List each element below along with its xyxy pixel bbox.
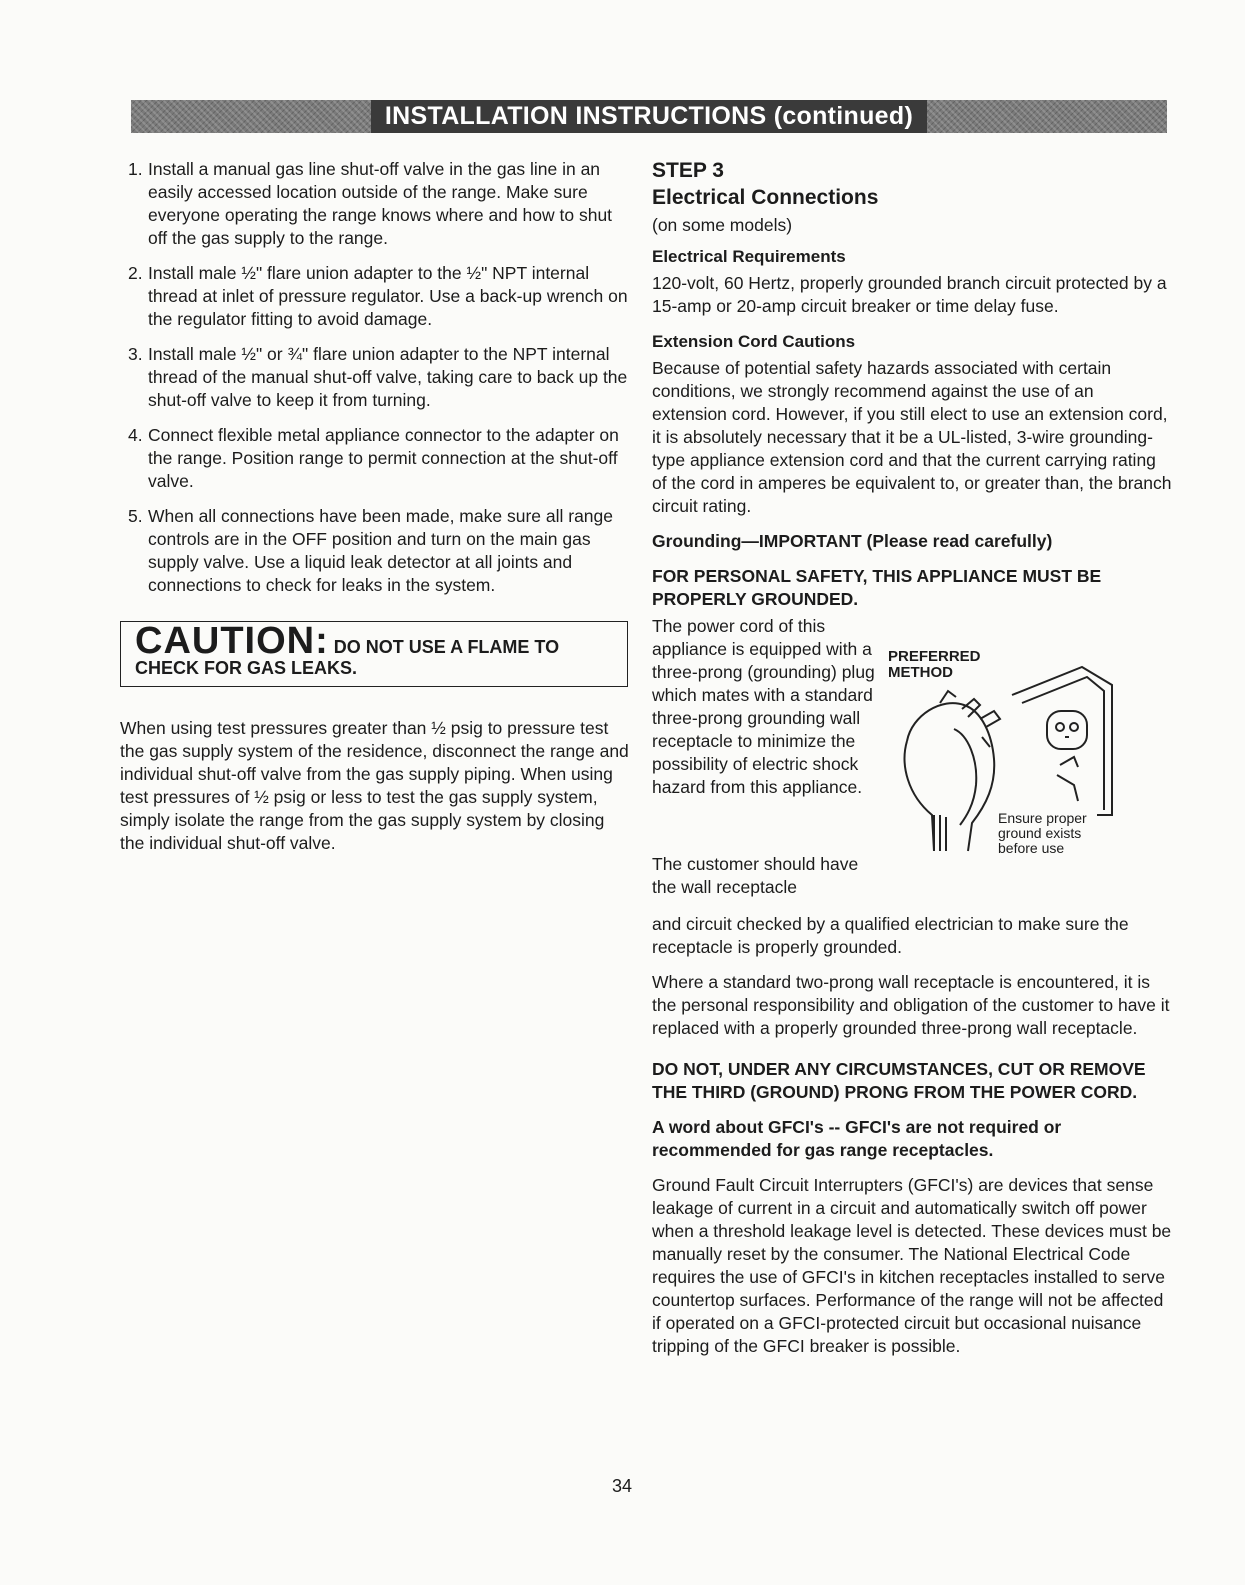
caution-box <box>120 621 628 687</box>
gfci-heading: A word about GFCI's -- GFCI's are not required or recommended for gas range receptacles. <box>652 1117 1062 1160</box>
caution-heading: CAUTION: <box>135 620 329 662</box>
left-column <box>120 158 630 867</box>
caution-text-line2: CHECK FOR GAS LEAKS. <box>135 658 358 678</box>
do-not-cut-warning: DO NOT, UNDER ANY CIRCUMSTANCES, CUT OR REMOVE THE THIRD (GROUND) PRONG FROM THE POWER CORD. <box>652 1059 1146 1102</box>
step-label: STEP 3 <box>652 159 724 182</box>
preferred-method-label: PREFERRED METHOD <box>888 648 981 681</box>
right-column <box>652 158 1172 1370</box>
power-cord-text: The power cord of this appliance is equipped with a three-prong (grounding) plug which mates with a standard three-prong grounding wall receptacle to minimize the possibility of electric shock hazard from this appliance. <box>652 616 875 797</box>
electrical-requirements-heading: Electrical Requirements <box>652 247 846 266</box>
grounding-figure-block <box>652 615 1172 907</box>
extension-cord-heading: Extension Cord Cautions <box>652 332 856 351</box>
safety-warning: FOR PERSONAL SAFETY, THIS APPLIANCE MUST BE PROPERLY GROUNDED. <box>652 566 1102 609</box>
step-text: Install a manual gas line shut-off valve in the gas line in an easily accessed location outside of the range. Make sure everyone operating the range knows where and how to shut off the gas supply to the range. <box>148 159 613 248</box>
list-item: 5. When all connections have been made, make sure all range controls are in the OFF position and turn on the main gas supply valve. Use a liquid leak detector at all joints and connections to check for leaks in the system. <box>128 506 613 595</box>
gfci-text: Ground Fault Circuit Interrupters (GFCI's) are devices that sense leakage of current in a circuit and automatically switch off power when a threshold leakage level is detected. These devices must be manually reset by the consumer. The National Electrical Code requires the use of GFCI's in kitchen receptacles installed to serve countertop surfaces. Performance of the range will not be affected if operated on a GFCI-protected circuit but occasional nuisance tripping of the GFCI breaker is possible. <box>652 1175 1172 1356</box>
grounding-heading: Grounding—IMPORTANT (Please read carefully) <box>652 531 1053 551</box>
list-item: 2. Install male ½" flare union adapter to the ½" NPT internal thread at inlet of pressure regulator. Use a back-up wrench on the regulator fitting to avoid damage. <box>128 263 628 329</box>
ensure-ground-note: Ensure proper ground exists before use <box>998 810 1087 856</box>
section-banner <box>131 100 1167 133</box>
installation-steps <box>120 158 630 597</box>
models-note: (on some models) <box>652 215 793 235</box>
step-text: Install male ½" or ¾" flare union adapter to the NPT internal thread of the manual shut-off valve, taking care to back up the shut-off valve to keep it from turning. <box>148 344 628 410</box>
list-item: 4. Connect flexible metal appliance connector to the adapter on the range. Position range to permit connection at the shut-off valve. <box>128 425 619 491</box>
section-title: Electrical Connections <box>652 186 879 209</box>
page-number: 34 <box>612 1476 633 1496</box>
electrical-requirements-text: 120-volt, 60 Hertz, properly grounded branch circuit protected by a 15-amp or 20-amp circuit breaker or time delay fuse. <box>652 273 1167 316</box>
step-text: When all connections have been made, make sure all range controls are in the OFF position and turn on the main gas supply valve. Use a liquid leak detector at all joints and connections to check for leaks in the system. <box>148 506 613 595</box>
caution-text: DO NOT USE A FLAME TO <box>328 637 560 657</box>
two-prong-text: Where a standard two-prong wall receptacle is encountered, it is the personal responsibility and obligation of the customer to have it replaced with a properly grounded three-prong wall receptacle. <box>652 972 1170 1038</box>
wall-receptacle-icon <box>1012 667 1112 815</box>
step-text: Install male ½" flare union adapter to the ½" NPT internal thread at inlet of pressure regulator. Use a back-up wrench on the regulator fitting to avoid damage. <box>148 263 628 329</box>
banner-title: INSTALLATION INSTRUCTIONS (continued) <box>371 100 927 133</box>
step-text: Connect flexible metal appliance connector to the adapter on the range. Position range to permit connection at the shut-off valve. <box>148 425 619 491</box>
extension-cord-text: Because of potential safety hazards associated with certain conditions, we strongly recommend against the use of an extension cord. However, if you still elect to use an extension cord, it is absolutely necessary that it be a UL-listed, 3-wire grounding-type appliance extension cord and that the current carrying rating of the cord in amperes be equivalent to, or greater than, the branch circuit rating. <box>652 358 1172 516</box>
three-prong-plug-icon <box>905 691 1000 851</box>
list-item: 1. Install a manual gas line shut-off valve in the gas line in an easily accessed location outside of the range. Make sure everyone operating the range knows where and how to shut off the gas supply to the range. <box>128 159 613 248</box>
customer-text-continued: and circuit checked by a qualified electrician to make sure the receptacle is properly grounded. <box>652 914 1129 957</box>
test-pressure-paragraph: When using test pressures greater than ½ psig to pressure test the gas supply system of the residence, disconnect the range and individual shut-off valve from the gas supply piping. When using test pressures of ½ psig or less to test the gas supply system, simply isolate the range from the gas supply system by closing the individual shut-off valve. <box>120 718 629 853</box>
list-item: 3. Install male ½" or ¾" flare union adapter to the NPT internal thread of the manual shut-off valve, taking care to back up the shut-off valve to keep it from turning. <box>128 344 628 410</box>
customer-text: The customer should have the wall receptacle <box>652 854 859 897</box>
